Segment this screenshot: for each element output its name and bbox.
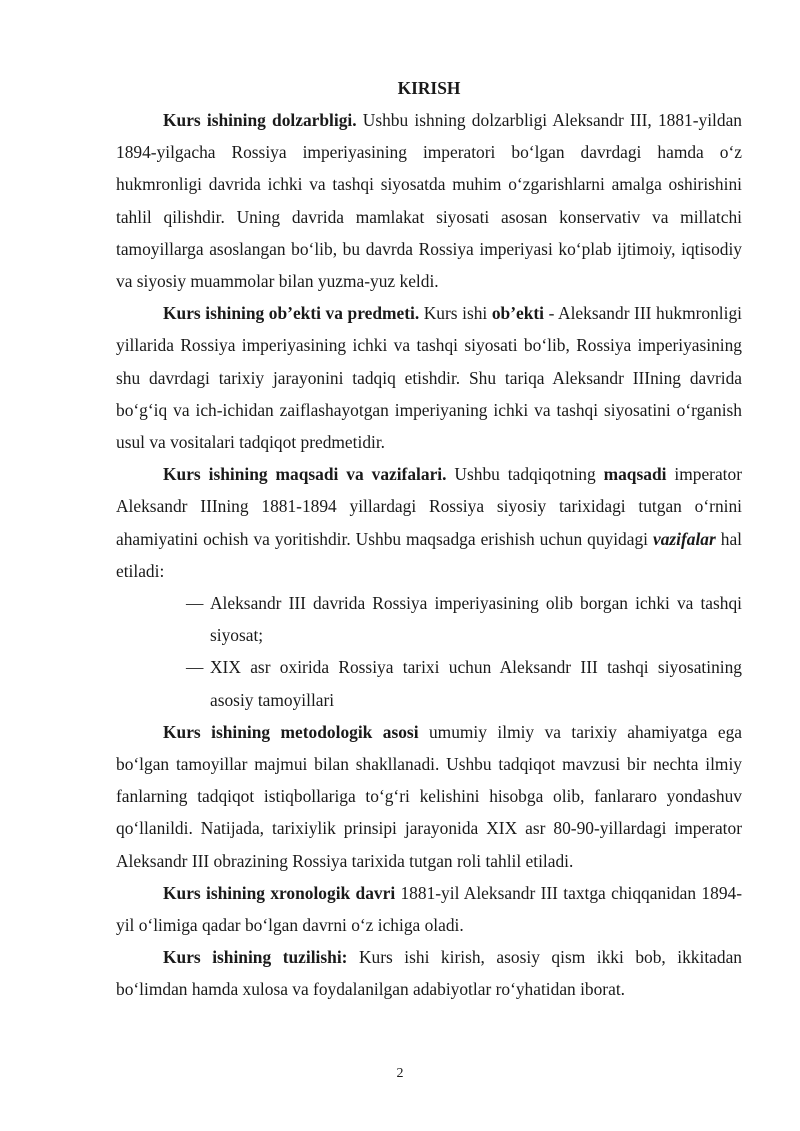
paragraph-relevance <box>116 104 742 297</box>
list-item-text: XIX asr oxirida Rossiya tarixi uchun Aleksandr III tashqi siyosatining asosiy tamoyillari <box>210 657 742 710</box>
paragraph-text: - Aleksandr III hukmronligi yillarida Rossiya imperiyasining ichki va tashqi siyosati bo‘lib, Rossiya imperiyasining shu davrdagi tarixiy jarayonini tadqiq etishdir. Shu tariqa Aleksandr IIIning davrida bo‘g‘iq va ich-ichidan zaiflashayotgan imperiyaning ichki va tashqi siyosatini o‘rganish usul va vositalari tadqiqot predmetidir. <box>116 303 742 453</box>
emphasis-tasks: vazifalar <box>652 528 716 549</box>
emphasis-object: ob’ekti <box>491 303 545 324</box>
paragraph-goals-tasks <box>116 458 742 587</box>
paragraph-text: 1881-yil Aleksandr III taxtga chiqqanidan 1894-yil o‘limiga qadar bo‘lgan davrni o‘z ichiga oladi. <box>116 882 743 936</box>
list-item <box>116 587 742 651</box>
paragraph-text: Ushbu tadqiqotning <box>446 464 604 485</box>
paragraph-text: imperator Aleksandr IIIning 1881-1894 yillardagi Rossiya siyosiy tarixidagi tutgan o‘rnini ahamiyatini ochish va yoritishdir. Ushbu maqsadga erishish uchun quyidagi <box>116 464 742 549</box>
emphasis-goal: maqsadi <box>603 464 667 485</box>
paragraph-lead: Kurs ishining tuzilishi: <box>163 947 348 968</box>
paragraph-structure <box>116 941 742 1005</box>
tasks-list <box>116 587 742 716</box>
paragraph-text: Kurs ishi <box>419 303 492 324</box>
list-item-text: Aleksandr III davrida Rossiya imperiyasining olib borgan ichki va tashqi siyosat; <box>210 593 742 646</box>
dash-bullet: — <box>186 593 204 614</box>
paragraph-lead: Kurs ishining ob’ekti va predmeti. <box>163 303 420 324</box>
paragraph-lead: Kurs ishining xronologik davri <box>163 882 396 903</box>
paragraph-text: umumiy ilmiy va tarixiy ahamiyatga ega bo‘lgan tamoyillar majmui bilan shakllanadi. Ushbu tadqiqot mavzusi bir nechta ilmiy fanlarning tadqiqot istiqbollariga to‘g‘ri kelishini hisobga olib, fanlararo yondashuv qo‘llanildi. Natijada, tarixiylik prinsipi jarayonida XIX asr 80-90-yillardagi imperator Aleksandr III obrazining Rossiya tarixida tutgan roli tahlil etiladi. <box>116 721 742 871</box>
paragraph-text: hal etiladi: <box>116 528 742 581</box>
paragraph-lead: Kurs ishining maqsadi va vazifalari. <box>163 464 447 485</box>
dash-bullet: — <box>186 657 204 678</box>
paragraph-chronology <box>116 877 742 941</box>
paragraph-lead: Kurs ishining dolzarbligi. <box>163 110 357 130</box>
paragraph-lead: Kurs ishining metodologik asosi <box>163 721 419 742</box>
paragraph-text: Kurs ishi kirish, asosiy qism ikki bob, ikkitadan bo‘limdan hamda xulosa va foydalanilgan adabiyotlar ro‘yhatidan iborat. <box>116 947 742 1000</box>
paragraph-text: Ushbu ishning dolzarbligi Aleksandr III, 1881-yildan 1894-yilgacha Rossiya imperiyasining imperatori bo‘lgan davrdagi hamda o‘z hukmronligi davrida ichki va tashqi siyosatda muhim o‘zgarishlarni amalga oshirishini tahlil qilishdir. Uning davrida mamlakat siyosati asosan konservativ va millatchi tamoyillarga asoslangan bo‘lib, bu davrda Rossiya imperiyasi ko‘plab ijtimoiy, iqtisodiy va siyosiy muammolar bilan yuzma-yuz keldi. <box>116 110 742 292</box>
document-page <box>116 72 742 1006</box>
page-number: 2 <box>396 1066 404 1081</box>
paragraph-object-subject <box>116 297 742 458</box>
paragraph-methodology <box>116 716 742 877</box>
page-title: KIRISH <box>397 78 461 98</box>
list-item <box>116 651 742 715</box>
